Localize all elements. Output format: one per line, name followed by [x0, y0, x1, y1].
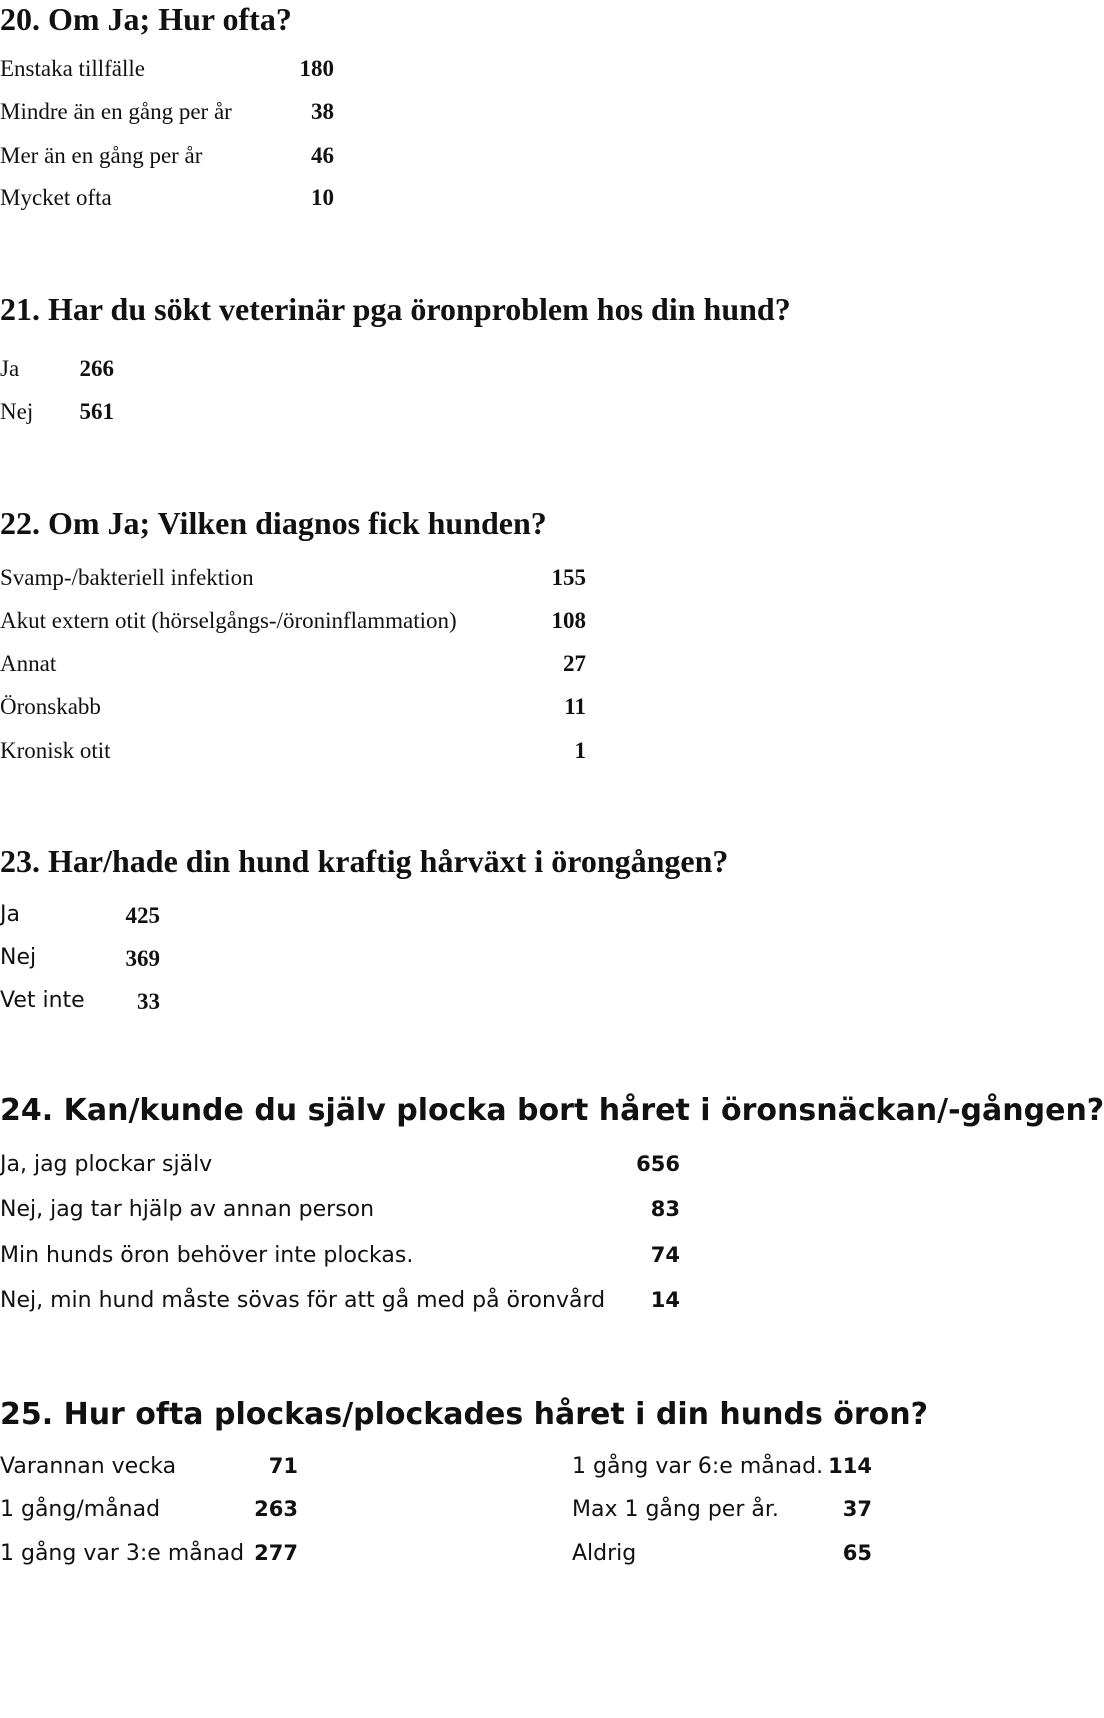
q25-left-row-label: Varannan vecka — [0, 1454, 177, 1479]
q20-title: 20. Om Ja; Hur ofta? — [0, 1, 292, 37]
q25-left-row-value: 263 — [254, 1497, 298, 1521]
q24-row-label: Min hunds öron behöver inte plockas. — [0, 1243, 414, 1268]
q23-row-value: 369 — [125, 946, 160, 971]
q20-row-label: Mer än en gång per år — [0, 143, 203, 168]
q21-row-label: Nej — [0, 399, 34, 424]
q20-row-value: 46 — [311, 143, 334, 168]
q23-row-label: Vet inte — [0, 988, 85, 1013]
q23-row-value: 425 — [125, 903, 160, 928]
q22-row-value: 1 — [574, 738, 586, 763]
q25-right-row-label: Max 1 gång per år. — [572, 1497, 779, 1522]
q22-row-value: 11 — [564, 694, 586, 719]
q24-title: 24. Kan/kunde du själv plocka bort håret i öronsnäckan/-gången? — [0, 1093, 1104, 1128]
q21-row-label: Ja — [0, 356, 20, 381]
q21-row-value: 561 — [79, 399, 114, 424]
q24-row-value: 83 — [650, 1197, 680, 1221]
q20-row-value: 10 — [311, 185, 334, 210]
q20-row-label: Enstaka tillfälle — [0, 56, 145, 81]
q22-row-label: Akut extern otit (hörselgångs-/öroninflammation) — [0, 608, 457, 633]
q23-title: 23. Har/hade din hund kraftig hårväxt i örongången? — [0, 843, 729, 879]
q24-row-value: 14 — [650, 1288, 680, 1312]
q22-row-label: Svamp-/bakteriell infektion — [0, 565, 254, 590]
q25-right-row-value: 65 — [842, 1541, 872, 1565]
q25-left-row-label: 1 gång var 3:e månad — [0, 1541, 245, 1566]
q23-row-label: Ja — [0, 902, 20, 927]
q25-right-row-label: 1 gång var 6:e månad. — [572, 1454, 824, 1479]
q25-left-row-value: 71 — [268, 1454, 298, 1478]
q20-row-label: Mycket ofta — [0, 185, 112, 210]
q23-row-label: Nej — [0, 945, 37, 970]
q22-row-value: 108 — [551, 608, 586, 633]
q25-title: 25. Hur ofta plockas/plockades håret i din hunds öron? — [0, 1397, 929, 1432]
q22-row-label: Kronisk otit — [0, 738, 111, 763]
q24-row-label: Ja, jag plockar själv — [0, 1152, 213, 1177]
q20-row-label: Mindre än en gång per år — [0, 99, 232, 124]
q21-row-value: 266 — [79, 356, 114, 381]
q24-row-value: 656 — [636, 1152, 680, 1176]
q22-row-value: 155 — [551, 565, 586, 590]
q23-row-value: 33 — [137, 989, 160, 1014]
q25-left-row-value: 277 — [254, 1541, 298, 1565]
q20-row-value: 180 — [299, 56, 334, 81]
q20-row-value: 38 — [311, 99, 334, 124]
q24-row-value: 74 — [650, 1243, 680, 1267]
q22-title: 22. Om Ja; Vilken diagnos fick hunden? — [0, 505, 547, 541]
q24-row-label: Nej, jag tar hjälp av annan person — [0, 1197, 375, 1222]
q22-row-label: Öronskabb — [0, 694, 101, 719]
q25-left-row-label: 1 gång/månad — [0, 1497, 161, 1522]
q22-row-label: Annat — [0, 651, 57, 676]
q21-title: 21. Har du sökt veterinär pga öronproblem hos din hund? — [0, 291, 791, 327]
q25-right-row-value: 37 — [842, 1497, 872, 1521]
q24-row-label: Nej, min hund måste sövas för att gå med på öronvård — [0, 1288, 606, 1313]
q25-right-row-label: Aldrig — [572, 1541, 637, 1566]
q22-row-value: 27 — [563, 651, 586, 676]
q25-right-row-value: 114 — [828, 1454, 872, 1478]
